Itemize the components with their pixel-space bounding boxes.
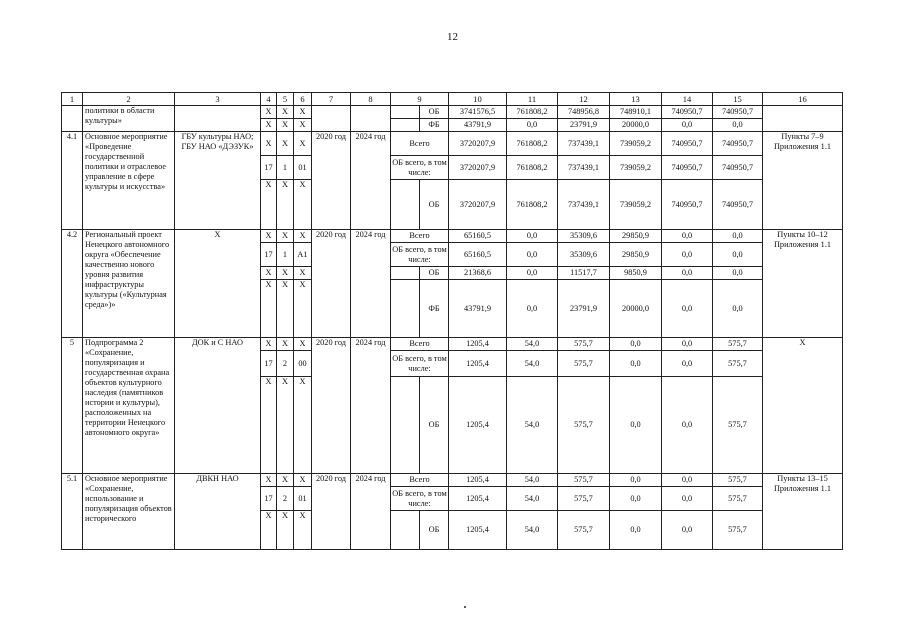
value-cell: 0,0 xyxy=(662,119,713,132)
code-cell: Х xyxy=(294,267,312,280)
code-cell: А1 xyxy=(294,243,312,267)
header-cell: 8 xyxy=(351,93,391,106)
header-cell: 2 xyxy=(83,93,175,106)
value-cell: 23791,9 xyxy=(558,280,610,338)
executor: Х xyxy=(175,230,261,338)
code-cell: Х xyxy=(261,377,277,474)
header-cell: 16 xyxy=(763,93,843,106)
value-cell: 43791,9 xyxy=(449,280,507,338)
value-cell: 20000,0 xyxy=(610,280,662,338)
code-cell: Х xyxy=(294,338,312,351)
header-cell: 10 xyxy=(449,93,507,106)
header-cell: 9 xyxy=(391,93,449,106)
funding-source: ОБ xyxy=(420,511,449,550)
code-cell: 17 xyxy=(261,351,277,377)
item-name: Основное мероприятие «Сохранение, использование и популяризация объектов исторического xyxy=(83,474,175,550)
code-cell: Х xyxy=(277,511,294,550)
value-cell: 35309,6 xyxy=(558,230,610,243)
table-row xyxy=(62,230,843,243)
code-cell: Х xyxy=(277,267,294,280)
funding-source: ОБ xyxy=(420,377,449,474)
header-cell: 4 xyxy=(261,93,277,106)
value-cell: 0,0 xyxy=(662,338,713,351)
header-cell: 12 xyxy=(558,93,610,106)
header-row xyxy=(62,93,843,106)
value-cell: 0,0 xyxy=(610,474,662,487)
value-cell: 3720207,9 xyxy=(449,156,507,180)
value-cell: 748956,8 xyxy=(558,106,610,119)
executor: ДОК и С НАО xyxy=(175,338,261,474)
value-cell: 575,7 xyxy=(558,511,610,550)
value-cell: 0,0 xyxy=(610,338,662,351)
code-cell: Х xyxy=(261,180,277,230)
funding-source: Всего xyxy=(391,132,449,156)
header-cell: 6 xyxy=(294,93,312,106)
value-cell: 761808,2 xyxy=(507,180,558,230)
code-cell: 00 xyxy=(294,351,312,377)
value-cell: 0,0 xyxy=(662,243,713,267)
end-year: 2024 год xyxy=(351,132,391,230)
value-cell: 1205,4 xyxy=(449,474,507,487)
value-cell: 575,7 xyxy=(713,338,763,351)
funding-source: Всего xyxy=(391,474,449,487)
value-cell: 0,0 xyxy=(662,511,713,550)
value-cell: 0,0 xyxy=(662,487,713,511)
value-cell: 748910,1 xyxy=(610,106,662,119)
value-cell: 1205,4 xyxy=(449,487,507,511)
value-cell: 35309,6 xyxy=(558,243,610,267)
value-cell: 740950,7 xyxy=(662,106,713,119)
value-cell: 740950,7 xyxy=(662,180,713,230)
code-cell: Х xyxy=(277,280,294,338)
value-cell: 0,0 xyxy=(507,243,558,267)
value-cell: 0,0 xyxy=(610,377,662,474)
code-cell: Х xyxy=(261,338,277,351)
value-cell: 3720207,9 xyxy=(449,132,507,156)
table-row xyxy=(62,338,843,351)
value-cell: 0,0 xyxy=(662,280,713,338)
funding-source: ОБ xyxy=(420,267,449,280)
start-year: 2020 год xyxy=(312,132,351,230)
value-cell: 739059,2 xyxy=(610,132,662,156)
end-year: 2024 год xyxy=(351,338,391,474)
item-number: 5 xyxy=(62,338,83,474)
reference-note: Пункты 10–12 Приложения 1.1 xyxy=(763,230,843,338)
item-name: Региональный проект Ненецкого автономного округа «Обеспечение качественно нового уровня развития инфраструктуры культуры («Культурная среда»)» xyxy=(83,230,175,338)
value-cell: 0,0 xyxy=(507,280,558,338)
value-cell: 575,7 xyxy=(558,474,610,487)
item-number: 5.1 xyxy=(62,474,83,550)
value-cell: 575,7 xyxy=(713,351,763,377)
code-cell: Х xyxy=(277,106,294,119)
value-cell: 0,0 xyxy=(713,230,763,243)
code-cell: Х xyxy=(277,180,294,230)
value-cell: 0,0 xyxy=(507,119,558,132)
value-cell: 11517,7 xyxy=(558,267,610,280)
value-cell: 0,0 xyxy=(662,474,713,487)
value-cell: 575,7 xyxy=(558,338,610,351)
item-name: политики в области культуры» xyxy=(83,106,175,132)
code-cell: Х xyxy=(294,180,312,230)
table-row xyxy=(62,474,843,487)
budget-table xyxy=(61,92,843,550)
value-cell: 575,7 xyxy=(558,487,610,511)
header-cell: 11 xyxy=(507,93,558,106)
value-cell: 739059,2 xyxy=(610,156,662,180)
code-cell: Х xyxy=(294,230,312,243)
value-cell: 761808,2 xyxy=(507,106,558,119)
value-cell: 20000,0 xyxy=(610,119,662,132)
value-cell: 575,7 xyxy=(713,511,763,550)
value-cell: 1205,4 xyxy=(449,511,507,550)
value-cell: 29850,9 xyxy=(610,230,662,243)
reference-note: Пункты 7–9 Приложения 1.1 xyxy=(763,132,843,230)
code-cell: Х xyxy=(261,280,277,338)
header-cell: 13 xyxy=(610,93,662,106)
value-cell: 54,0 xyxy=(507,338,558,351)
value-cell: 737439,1 xyxy=(558,180,610,230)
value-cell: 0,0 xyxy=(507,267,558,280)
code-cell: 17 xyxy=(261,487,277,511)
value-cell: 0,0 xyxy=(610,487,662,511)
code-cell: 1 xyxy=(277,243,294,267)
value-cell: 1205,4 xyxy=(449,377,507,474)
code-cell: Х xyxy=(261,511,277,550)
start-year: 2020 год xyxy=(312,230,351,338)
value-cell: 1205,4 xyxy=(449,351,507,377)
value-cell: 3741576,5 xyxy=(449,106,507,119)
code-cell: Х xyxy=(294,474,312,487)
header-cell: 1 xyxy=(62,93,83,106)
funding-source: ФБ xyxy=(420,119,449,132)
code-cell: Х xyxy=(294,280,312,338)
code-cell: 01 xyxy=(294,487,312,511)
funding-source: ОБ всего, в том числе: xyxy=(391,351,449,377)
value-cell: 740950,7 xyxy=(713,156,763,180)
header-cell: 14 xyxy=(662,93,713,106)
value-cell: 0,0 xyxy=(610,511,662,550)
value-cell: 0,0 xyxy=(713,267,763,280)
value-cell: 43791,9 xyxy=(449,119,507,132)
code-cell: 1 xyxy=(277,156,294,180)
value-cell: 0,0 xyxy=(662,267,713,280)
start-year: 2020 год xyxy=(312,474,351,550)
value-cell: 737439,1 xyxy=(558,156,610,180)
code-cell: Х xyxy=(294,106,312,119)
item-number: 4.2 xyxy=(62,230,83,338)
code-cell: Х xyxy=(277,132,294,156)
end-year: 2024 год xyxy=(351,474,391,550)
value-cell: 740950,7 xyxy=(662,132,713,156)
code-cell: Х xyxy=(261,119,277,132)
value-cell: 0,0 xyxy=(662,377,713,474)
header-cell: 3 xyxy=(175,93,261,106)
funding-source: ФБ xyxy=(420,280,449,338)
item-name: Подпрограмма 2 «Сохранение, популяризация и государственная охрана объектов культурного наследия (памятников истории и культуры), расположенных на территории Ненецкого автономного округа» xyxy=(83,338,175,474)
value-cell: 54,0 xyxy=(507,351,558,377)
value-cell: 54,0 xyxy=(507,511,558,550)
code-cell: 17 xyxy=(261,156,277,180)
start-year: 2020 год xyxy=(312,338,351,474)
code-cell: 2 xyxy=(277,487,294,511)
value-cell: 740950,7 xyxy=(713,132,763,156)
funding-source: ОБ всего, в том числе: xyxy=(391,487,449,511)
value-cell: 0,0 xyxy=(713,243,763,267)
value-cell: 65160,5 xyxy=(449,243,507,267)
value-cell: 740950,7 xyxy=(662,156,713,180)
code-cell: Х xyxy=(261,267,277,280)
executor: ДВКН НАО xyxy=(175,474,261,550)
code-cell: Х xyxy=(294,377,312,474)
value-cell: 3720207,9 xyxy=(449,180,507,230)
code-cell: Х xyxy=(277,230,294,243)
page-number: 12 xyxy=(447,31,458,43)
code-cell: Х xyxy=(261,230,277,243)
item-name: Основное мероприятие «Проведение государственной политики и отраслевое управление в сфере культуры и искусства» xyxy=(83,132,175,230)
value-cell: 0,0 xyxy=(713,280,763,338)
code-cell: 01 xyxy=(294,156,312,180)
value-cell: 740950,7 xyxy=(713,106,763,119)
value-cell: 575,7 xyxy=(558,351,610,377)
item-number: 4.1 xyxy=(62,132,83,230)
value-cell: 29850,9 xyxy=(610,243,662,267)
code-cell: Х xyxy=(294,511,312,550)
funding-source: ОБ всего, в том числе: xyxy=(391,156,449,180)
funding-source: ОБ xyxy=(420,180,449,230)
value-cell: 0,0 xyxy=(713,119,763,132)
code-cell: Х xyxy=(294,132,312,156)
value-cell: 575,7 xyxy=(713,377,763,474)
funding-source: ОБ всего, в том числе: xyxy=(391,243,449,267)
value-cell: 65160,5 xyxy=(449,230,507,243)
value-cell: 761808,2 xyxy=(507,132,558,156)
value-cell: 23791,9 xyxy=(558,119,610,132)
value-cell: 575,7 xyxy=(713,487,763,511)
table-row xyxy=(62,106,843,119)
code-cell: Х xyxy=(277,474,294,487)
value-cell: 0,0 xyxy=(507,230,558,243)
value-cell: 9850,9 xyxy=(610,267,662,280)
value-cell: 0,0 xyxy=(662,351,713,377)
value-cell: 740950,7 xyxy=(713,180,763,230)
code-cell: Х xyxy=(294,119,312,132)
code-cell: Х xyxy=(261,132,277,156)
code-cell: Х xyxy=(261,474,277,487)
value-cell: 54,0 xyxy=(507,487,558,511)
header-cell: 5 xyxy=(277,93,294,106)
value-cell: 1205,4 xyxy=(449,338,507,351)
code-cell: 17 xyxy=(261,243,277,267)
funding-source: Всего xyxy=(391,338,449,351)
table-row xyxy=(62,132,843,156)
executor: ГБУ культуры НАО; ГБУ НАО «ДЭЗУК» xyxy=(175,132,261,230)
value-cell: 0,0 xyxy=(662,230,713,243)
value-cell: 761808,2 xyxy=(507,156,558,180)
code-cell: 2 xyxy=(277,351,294,377)
funding-source: Всего xyxy=(391,230,449,243)
value-cell: 54,0 xyxy=(507,474,558,487)
value-cell: 21368,6 xyxy=(449,267,507,280)
value-cell: 0,0 xyxy=(610,351,662,377)
value-cell: 739059,2 xyxy=(610,180,662,230)
header-cell: 7 xyxy=(312,93,351,106)
end-year: 2024 год xyxy=(351,230,391,338)
header-cell: 15 xyxy=(713,93,763,106)
code-cell: Х xyxy=(277,119,294,132)
code-cell: Х xyxy=(261,106,277,119)
reference-note: Пункты 13–15 Приложения 1.1 xyxy=(763,474,843,550)
funding-source: ОБ xyxy=(420,106,449,119)
code-cell: Х xyxy=(277,377,294,474)
code-cell: Х xyxy=(277,338,294,351)
value-cell: 575,7 xyxy=(558,377,610,474)
value-cell: 737439,1 xyxy=(558,132,610,156)
reference-note: Х xyxy=(763,338,843,474)
value-cell: 575,7 xyxy=(713,474,763,487)
scan-artifact xyxy=(464,606,466,608)
value-cell: 54,0 xyxy=(507,377,558,474)
